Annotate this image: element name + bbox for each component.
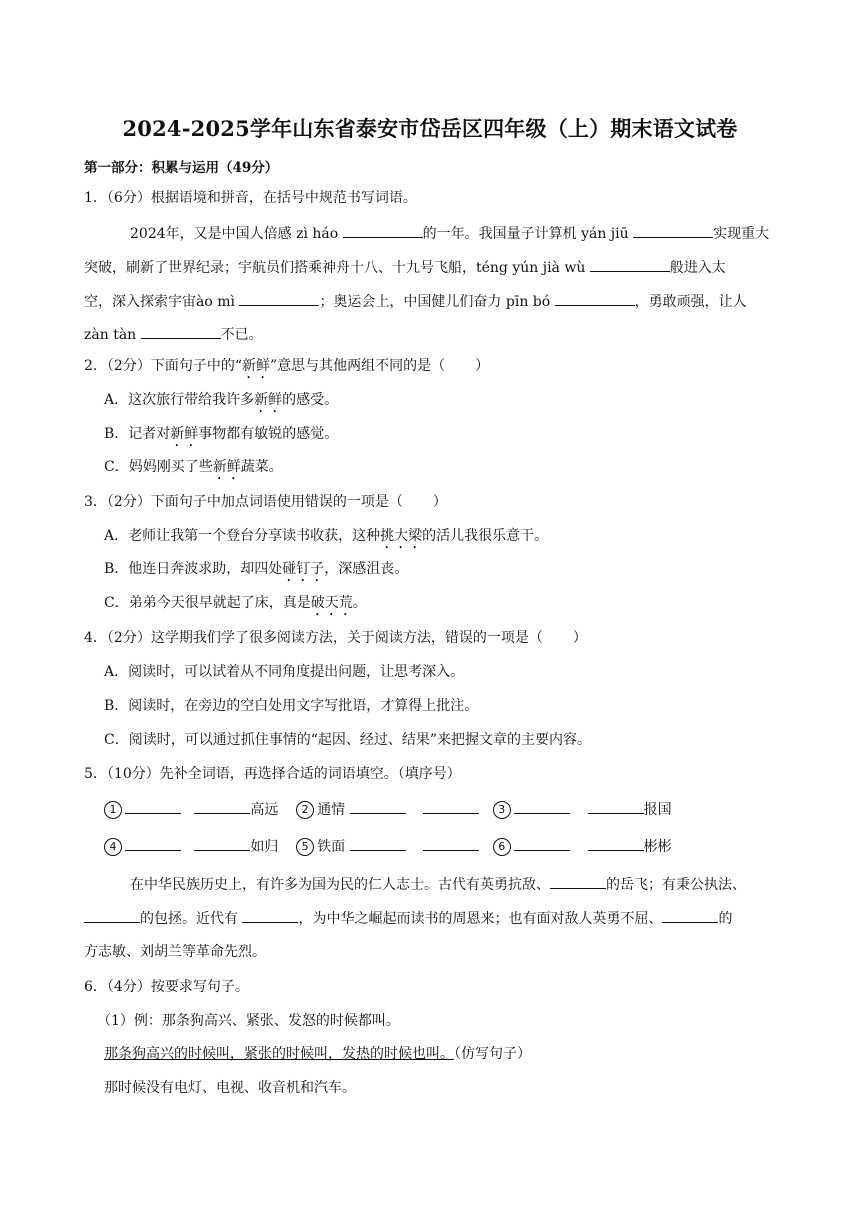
question-4-heading: 4．（2分）这学期我们学了很多阅读方法，关于阅读方法，错误的一项是（ ）	[84, 630, 587, 646]
answer-blank[interactable]	[194, 799, 250, 814]
circled-number: 1	[104, 801, 122, 819]
answer-blank[interactable]	[588, 799, 644, 814]
answer-blank[interactable]	[125, 799, 181, 814]
question-5-heading: 5．（10分）先补全词语，再选择合适的词语填空。（填序号）	[84, 766, 461, 782]
circled-number: 6	[493, 838, 511, 856]
answer-blank[interactable]	[550, 874, 606, 889]
question-1-line-2: 突破，刷新了世界纪录；宇航员们搭乘神舟十八、十九号飞船，téng yún jià wù 般进入太	[84, 257, 726, 278]
question-5-word-row-2: 4 如归 5 铁面 6 彬彬	[104, 836, 672, 857]
question-4-option-c[interactable]: C．阅读时，可以通过抓住事情的“起因、经过、结果”来把握文章的主要内容。	[104, 732, 592, 748]
question-3-option-c[interactable]: C．弟弟今天很早就起了床，真是破天荒。	[104, 595, 367, 611]
answer-blank[interactable]	[239, 291, 319, 306]
question-2-option-b[interactable]: B．记者对新鲜事物都有敏锐的感觉。	[104, 426, 339, 442]
answer-blank[interactable]	[590, 257, 670, 272]
answer-blank[interactable]	[514, 799, 570, 814]
answer-blank[interactable]	[141, 324, 221, 339]
question-4-option-b[interactable]: B．阅读时，在旁边的空白处用文字写批语，才算得上批注。	[104, 698, 479, 714]
question-1-line-1: 2024年，又是中国人倍感 zì háo 的一年。我国量子计算机 yán jiū 实现重大	[130, 223, 769, 244]
question-5-word-row-1: 1 高远 2 通情 3 报国	[104, 799, 672, 820]
question-1-line-3: 空，深入探索宇宙ào mì ；奥运会上，中国健儿们奋力 pīn bó ，勇敢顽强，让人	[84, 291, 747, 312]
question-4-option-a[interactable]: A．阅读时，可以试着从不同角度提出问题，让思考深入。	[104, 664, 465, 680]
question-5-passage-line-2: 的包拯。近代有 ，为中华之崛起而读书的周恩来；也有面对敌人英勇不屈、 的	[84, 908, 732, 929]
question-1-heading: 1．（6分）根据语境和拼音，在括号中规范书写词语。	[84, 190, 417, 206]
question-6-heading: 6．（4分）按要求写句子。	[84, 979, 249, 995]
question-6-example: （1）例：那条狗高兴、紧张、发怒的时候都叫。	[97, 1013, 400, 1029]
answer-blank[interactable]	[84, 908, 140, 923]
answer-blank[interactable]	[423, 836, 479, 851]
answer-blank[interactable]	[423, 799, 479, 814]
answer-blank[interactable]	[343, 223, 423, 238]
circled-number: 2	[296, 801, 314, 819]
answer-blank[interactable]	[555, 291, 635, 306]
question-1-line-4: zàn tàn 不已。	[84, 324, 263, 345]
answer-blank[interactable]	[242, 908, 298, 923]
answer-blank[interactable]	[350, 836, 406, 851]
question-6-model-sentence: 那条狗高兴的时候叫，紧张的时候叫，发热的时候也叫。（仿写句子）	[104, 1046, 531, 1062]
question-3-option-a[interactable]: A．老师让我第一个登台分享读书收获，这种挑大梁的活儿我很乐意干。	[104, 528, 549, 544]
answer-blank[interactable]	[194, 836, 250, 851]
answer-blank[interactable]	[588, 836, 644, 851]
circled-number: 3	[493, 801, 511, 819]
question-2-option-a[interactable]: A．这次旅行带给我许多新鲜的感受。	[104, 392, 339, 408]
question-5-passage-line-1: 在中华民族历史上，有许多为国为民的仁人志士。古代有英勇抗敌、 的岳飞；有秉公执法、	[130, 874, 746, 895]
answer-blank[interactable]	[662, 908, 718, 923]
question-3-heading: 3．（2分）下面句子中加点词语使用错误的一项是（ ）	[84, 494, 447, 510]
answer-blank[interactable]	[514, 836, 570, 851]
answer-blank[interactable]	[633, 223, 713, 238]
section-heading: 第一部分：积累与运用（49分）	[84, 160, 279, 176]
circled-number: 5	[296, 838, 314, 856]
question-2-heading: 2．（2分）下面句子中的“新鲜”意思与其他两组不同的是（ ）	[84, 358, 490, 374]
question-6-sentence-prompt: 那时候没有电灯、电视、收音机和汽车。	[104, 1080, 356, 1096]
circled-number: 4	[104, 838, 122, 856]
answer-blank[interactable]	[350, 799, 406, 814]
question-2-option-c[interactable]: C．妈妈刚买了些新鲜蔬菜。	[104, 459, 283, 475]
question-5-passage-line-3: 方志敏、刘胡兰等革命先烈。	[84, 944, 266, 960]
page-title: 2024-2025学年山东省泰安市岱岳区四年级（上）期末语文试卷	[122, 116, 738, 141]
question-3-option-b[interactable]: B．他连日奔波求助，却四处碰钉子，深感沮丧。	[104, 561, 409, 577]
answer-blank[interactable]	[125, 836, 181, 851]
